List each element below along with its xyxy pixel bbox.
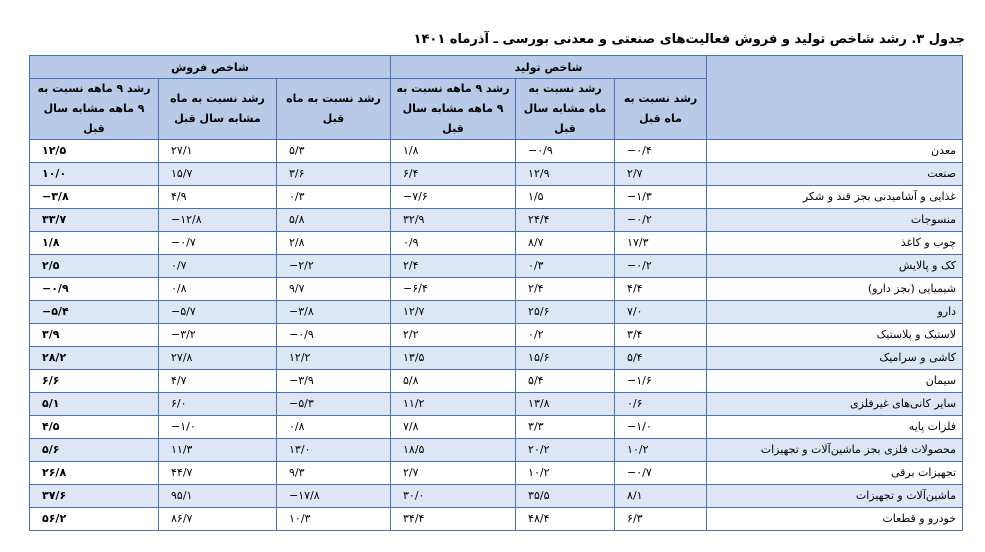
table-row [30,209,963,232]
value-cell: ۳/۴ [615,324,707,347]
col-header-prod-month: رشد نسبت به ماه قبل [615,79,707,140]
value-cell: ۳/۸− [30,186,159,209]
value-cell: ۹/۳ [277,462,391,485]
value-cell: ۲/۷ [391,462,516,485]
value-cell: ۹۵/۱ [159,485,277,508]
value-cell: ۱/۵ [516,186,615,209]
value-cell: ۵۶/۲ [30,508,159,531]
value-cell: ۶/۴− [391,278,516,301]
table-row [30,324,963,347]
value-cell: ۰/۹− [277,324,391,347]
row-label: محصولات فلزی بجز ماشین‌آلات و تجهیزات [707,439,963,462]
table-row [30,140,963,163]
header-blank [707,56,963,140]
row-label: چوب و کاغذ [707,232,963,255]
value-cell: ۰/۳ [277,186,391,209]
value-cell: ۱۷/۳ [615,232,707,255]
table-row [30,485,963,508]
value-cell: ۶/۴ [391,163,516,186]
value-cell: ۰/۶ [615,393,707,416]
value-cell: ۷/۸ [391,416,516,439]
value-cell: ۳۳/۷ [30,209,159,232]
value-cell: ۲/۴ [391,255,516,278]
row-label: شیمیایی (بجز دارو) [707,278,963,301]
table-row [30,347,963,370]
value-cell: ۳۲/۹ [391,209,516,232]
value-cell: ۰/۹− [516,140,615,163]
col-header-prod-9m: رشد ۹ ماهه نسبت به ۹ ماهه مشابه سال قبل [391,79,516,140]
value-cell: ۶/۰ [159,393,277,416]
value-cell: ۰/۲− [615,255,707,278]
table-row [30,278,963,301]
value-cell: ۸/۱ [615,485,707,508]
value-cell: ۰/۳ [516,255,615,278]
table-row [30,416,963,439]
value-cell: ۲/۲− [277,255,391,278]
value-cell: ۰/۷− [159,232,277,255]
value-cell: ۳۵/۵ [516,485,615,508]
table-row [30,255,963,278]
value-cell: ۱۲/۹ [516,163,615,186]
group-header-sales: شاخص فروش [30,56,391,79]
value-cell: ۲۴/۴ [516,209,615,232]
value-cell: ۱۲/۲ [277,347,391,370]
value-cell: ۱/۸ [391,140,516,163]
value-cell: ۰/۸ [277,416,391,439]
value-cell: ۳/۶ [277,163,391,186]
row-label: فلزات پایه [707,416,963,439]
value-cell: ۵/۸ [277,209,391,232]
value-cell: ۱/۰− [159,416,277,439]
value-cell: ۱۳/۵ [391,347,516,370]
value-cell: ۲۵/۶ [516,301,615,324]
value-cell: ۵/۴ [516,370,615,393]
row-label: سیمان [707,370,963,393]
row-label: تجهیزات برقی [707,462,963,485]
value-cell: ۱۵/۷ [159,163,277,186]
value-cell: ۵/۸ [391,370,516,393]
row-label: خودرو و قطعات [707,508,963,531]
value-cell: ۴/۵ [30,416,159,439]
table-row [30,439,963,462]
value-cell: ۳۷/۶ [30,485,159,508]
value-cell: ۰/۸ [159,278,277,301]
value-cell: ۲/۸ [277,232,391,255]
value-cell: ۳/۸− [277,301,391,324]
value-cell: ۴/۹ [159,186,277,209]
value-cell: ۱۱/۲ [391,393,516,416]
row-label: کاشی و سرامیک [707,347,963,370]
value-cell: ۵/۳− [277,393,391,416]
value-cell: ۴۸/۴ [516,508,615,531]
value-cell: ۵/۴− [30,301,159,324]
value-cell: ۰/۲ [516,324,615,347]
table-row [30,462,963,485]
row-label: صنعت [707,163,963,186]
value-cell: ۱۸/۵ [391,439,516,462]
value-cell: ۳/۲− [159,324,277,347]
value-cell: ۰/۹ [391,232,516,255]
value-cell: ۲۸/۲ [30,347,159,370]
value-cell: ۶/۶ [30,370,159,393]
value-cell: ۳/۹− [277,370,391,393]
row-label: لاستیک و پلاستیک [707,324,963,347]
value-cell: ۱۲/۸− [159,209,277,232]
value-cell: ۱۳/۸ [516,393,615,416]
value-cell: ۱۰/۰ [30,163,159,186]
value-cell: ۱۲/۵ [30,140,159,163]
value-cell: ۰/۲− [615,209,707,232]
col-header-sales-year: رشد نسبت به ماه مشابه سال قبل [159,79,277,140]
row-label: ماشین‌آلات و تجهیزات [707,485,963,508]
value-cell: ۲۷/۱ [159,140,277,163]
table-row [30,301,963,324]
value-cell: ۳/۹ [30,324,159,347]
value-cell: ۵/۱ [30,393,159,416]
value-cell: ۹/۷ [277,278,391,301]
value-cell: ۳۰/۰ [391,485,516,508]
value-cell: ۱/۸ [30,232,159,255]
value-cell: ۴/۴ [615,278,707,301]
value-cell: ۱/۶− [615,370,707,393]
value-cell: ۴۴/۷ [159,462,277,485]
table-row [30,163,963,186]
value-cell: ۲۷/۸ [159,347,277,370]
value-cell: ۲۰/۲ [516,439,615,462]
value-cell: ۰/۷ [159,255,277,278]
value-cell: ۱۷/۸− [277,485,391,508]
value-cell: ۲۶/۸ [30,462,159,485]
value-cell: ۲/۲ [391,324,516,347]
col-header-prod-year: رشد نسبت به ماه مشابه سال قبل [516,79,615,140]
row-label: معدن [707,140,963,163]
value-cell: ۵/۳ [277,140,391,163]
value-cell: ۵/۴ [615,347,707,370]
value-cell: ۱۱/۳ [159,439,277,462]
value-cell: ۱۳/۰ [277,439,391,462]
table-row [30,186,963,209]
row-label: دارو [707,301,963,324]
table-caption: جدول ۳. رشد شاخص تولید و فروش فعالیت‌های صنعتی و معدنی بورسی ـ آذرماه ۱۴۰۱ [413,32,965,47]
row-label: سایر کانی‌های غیرفلزی [707,393,963,416]
value-cell: ۵/۷− [159,301,277,324]
group-header-row [30,56,963,79]
table-row [30,232,963,255]
value-cell: ۱۰/۳ [277,508,391,531]
value-cell: ۰/۴− [615,140,707,163]
value-cell: ۱۲/۷ [391,301,516,324]
value-cell: ۶/۳ [615,508,707,531]
table-row [30,370,963,393]
row-label: کک و پالایش [707,255,963,278]
value-cell: ۵/۶ [30,439,159,462]
value-cell: ۴/۷ [159,370,277,393]
value-cell: ۷/۰ [615,301,707,324]
table-row [30,393,963,416]
group-header-production: شاخص تولید [391,56,707,79]
value-cell: ۷/۶− [391,186,516,209]
value-cell: ۰/۷− [615,462,707,485]
value-cell: ۰/۹− [30,278,159,301]
table-row [30,508,963,531]
value-cell: ۲/۴ [516,278,615,301]
row-label: غذایی و آشامیدنی بجز قند و شکر [707,186,963,209]
value-cell: ۸۶/۷ [159,508,277,531]
value-cell: ۱/۰− [615,416,707,439]
row-label: منسوجات [707,209,963,232]
value-cell: ۱۵/۶ [516,347,615,370]
value-cell: ۱/۳− [615,186,707,209]
value-cell: ۱۰/۲ [615,439,707,462]
col-header-sales-9m: رشد ۹ ماهه نسبت به ۹ ماهه مشابه سال قبل [30,79,159,140]
industrial-growth-table [29,55,963,531]
value-cell: ۳۴/۴ [391,508,516,531]
value-cell: ۱۰/۲ [516,462,615,485]
col-header-sales-month: رشد نسبت به ماه قبل [277,79,391,140]
value-cell: ۲/۵ [30,255,159,278]
table-body [30,140,963,531]
value-cell: ۲/۷ [615,163,707,186]
value-cell: ۳/۳ [516,416,615,439]
value-cell: ۸/۷ [516,232,615,255]
